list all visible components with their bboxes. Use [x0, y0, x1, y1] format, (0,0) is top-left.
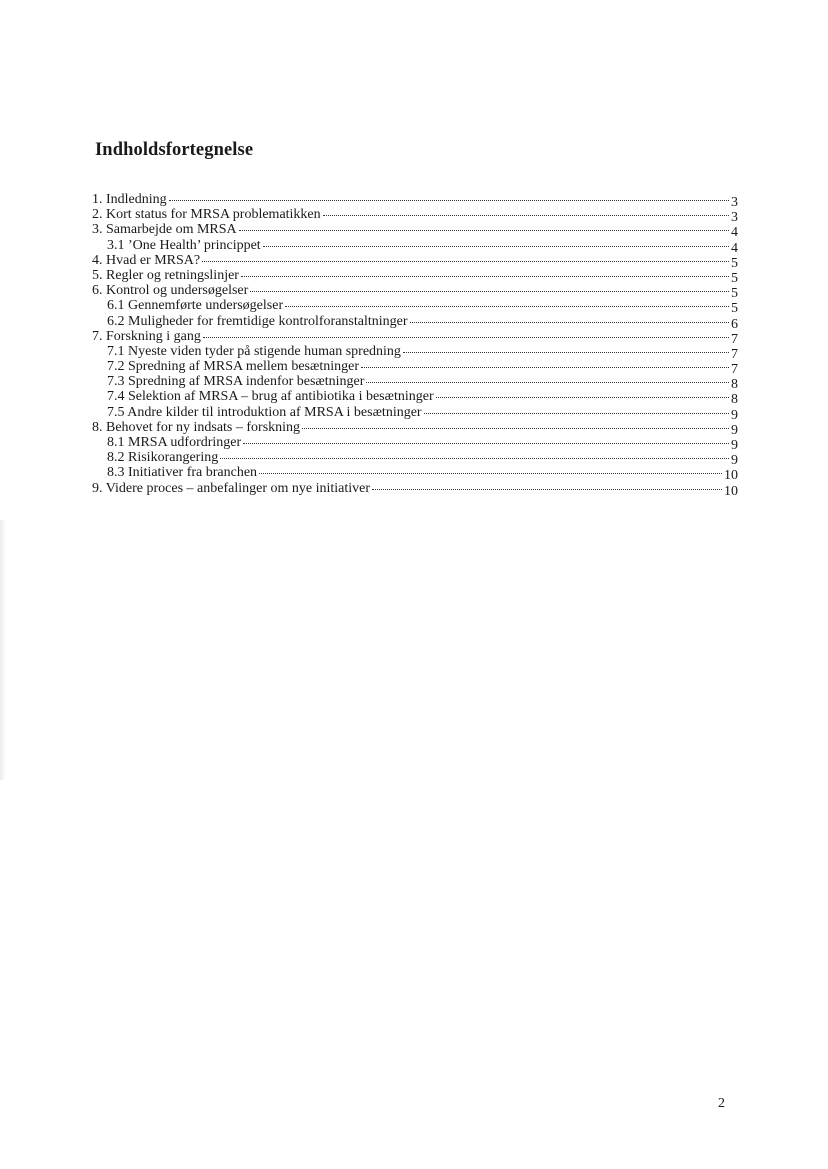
toc-entry-page: 9 [731, 438, 738, 453]
dot-leader [220, 457, 729, 459]
dot-leader [202, 260, 729, 262]
dot-leader [241, 275, 729, 277]
dot-leader [239, 229, 729, 231]
toc-entry[interactable] [92, 450, 738, 469]
toc-entry[interactable] [92, 465, 738, 484]
toc-entry-page: 7 [731, 331, 738, 347]
toc-entry-text: 4. Hvad er MRSA? [92, 252, 201, 268]
toc-entry[interactable] [92, 237, 738, 256]
toc-entry-text: 6.2 Muligheder for fremtidige kontrolforanstaltninger [107, 313, 408, 329]
dot-leader [169, 199, 729, 201]
toc-entry-text: 7. Forskning i gang [92, 328, 201, 344]
toc-entry-page: 8 [731, 377, 738, 393]
toc-entry-page: 8 [731, 392, 738, 408]
toc-entry-text: 7.4 Selektion af MRSA – brug af antibiotika i besætninger [107, 389, 434, 405]
dot-leader [250, 290, 729, 292]
toc-entry-text: 7.1 Nyeste viden tyder på stigende human spredning [107, 343, 401, 359]
dot-leader [436, 396, 729, 398]
dot-leader [410, 321, 729, 323]
dot-leader [424, 412, 729, 414]
toc-entry[interactable] [92, 419, 738, 438]
toc-entry-text: 8.2 Risikorangering [107, 450, 219, 466]
toc-entry[interactable] [92, 298, 738, 317]
dot-leader [203, 336, 729, 338]
toc-title: Indholdsfortegnelse [95, 140, 254, 160]
toc-entry-page: 9 [731, 453, 738, 469]
toc-entry-page: 10 [724, 468, 738, 484]
dot-leader [263, 245, 729, 247]
dot-leader [372, 488, 722, 490]
toc-entry-page: 10 [724, 483, 738, 499]
dot-leader [243, 442, 729, 444]
toc-entry-text: 5. Regler og retningslinjer [92, 267, 239, 283]
toc-entry-page: 5 [731, 270, 738, 286]
toc-entry-text: 8. Behovet for ny indsats – forskning [92, 419, 301, 435]
toc-entry[interactable] [92, 435, 738, 453]
toc-entry[interactable] [92, 207, 738, 226]
toc-entry-page: 5 [731, 255, 738, 271]
scan-edge-mark [0, 520, 6, 780]
toc-entry-page: 9 [731, 407, 738, 423]
dot-leader [259, 472, 722, 474]
toc-entry-page: 3 [731, 210, 738, 226]
toc-entry-text: 3. Samarbejde om MRSA [92, 222, 237, 238]
toc-entry[interactable] [92, 359, 738, 378]
page-number: 2 [718, 1096, 725, 1111]
dot-leader [323, 214, 729, 216]
dot-leader [361, 366, 729, 368]
toc-entry[interactable] [92, 222, 738, 241]
toc-entry-text: 6.1 Gennemførte undersøgelser [107, 298, 284, 314]
toc-entry[interactable] [92, 343, 738, 362]
toc-entry[interactable] [92, 192, 738, 210]
toc-entry-page: 3 [731, 195, 738, 210]
toc-entry[interactable] [92, 374, 738, 393]
toc-entry-text: 3.1 ’One Health’ princippet [107, 237, 261, 253]
toc-entry[interactable] [92, 313, 738, 332]
toc-entry[interactable] [92, 267, 738, 286]
toc-entry-page: 6 [731, 316, 738, 332]
toc-list [92, 192, 738, 499]
toc-entry[interactable] [92, 252, 738, 271]
dot-leader [302, 427, 729, 429]
toc-entry[interactable] [92, 328, 738, 347]
toc-entry[interactable] [92, 480, 738, 499]
toc-entry-page: 5 [731, 286, 738, 302]
toc-entry-text: 8.3 Initiativer fra branchen [107, 465, 258, 481]
toc-entry-text: 6. Kontrol og undersøgelser [92, 283, 249, 299]
dot-leader [403, 351, 729, 353]
dot-leader [366, 381, 729, 383]
toc-entry-page: 9 [731, 422, 738, 438]
toc-entry[interactable] [92, 389, 738, 408]
toc-entry-page: 4 [731, 240, 738, 256]
toc-entry[interactable] [92, 283, 738, 302]
toc-entry[interactable] [92, 404, 738, 423]
toc-entry-page: 7 [731, 346, 738, 362]
toc-entry-text: 2. Kort status for MRSA problematikken [92, 207, 321, 223]
toc-entry-page: 4 [731, 225, 738, 241]
toc-entry-text: 9. Videre proces – anbefalinger om nye initiativer [92, 480, 371, 496]
toc-entry-page: 7 [731, 362, 738, 378]
dot-leader [285, 305, 729, 307]
toc-entry-text: 1. Indledning [92, 192, 167, 207]
toc-entry-text: 8.1 MRSA udfordringer [107, 435, 242, 450]
toc-entry-page: 5 [731, 301, 738, 317]
toc-entry-text: 7.3 Spredning af MRSA indenfor besætninger [107, 374, 365, 390]
toc-entry-text: 7.2 Spredning af MRSA mellem besætninger [107, 359, 359, 375]
toc-entry-text: 7.5 Andre kilder til introduktion af MRSA i besætninger [107, 404, 422, 420]
